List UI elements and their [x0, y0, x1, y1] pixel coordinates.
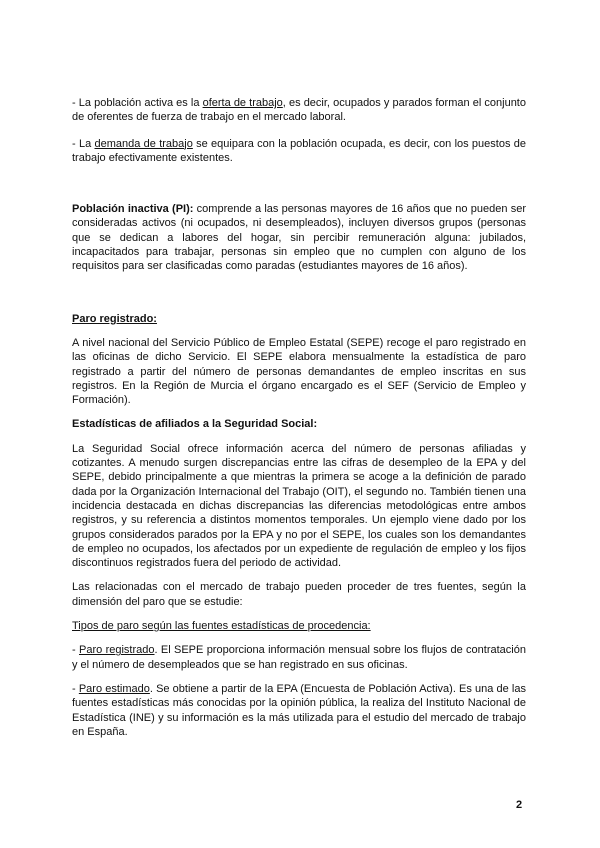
heading-paro-registrado: Paro registrado:	[72, 312, 157, 325]
demanda-de-trabajo-link[interactable]: demanda de trabajo	[94, 137, 193, 150]
list-item-paro-registrado: - Paro registrado. El SEPE proporciona información mensual sobre los flujos de contratación y el número de desempleados que se han registrado en sus oficinas.	[72, 644, 526, 671]
paro-estimado-label: Paro estimado	[78, 682, 150, 695]
list-item-paro-estimado: - Paro estimado. Se obtiene a partir de la EPA (Encuesta de Población Activa). Es una de las fuentes estadísticas más conocidas por la opinión pública, la realiza del Instituto Nacional de Estadística (INE) y su información es la más utilizada para el estudio del mercado de trabajo en España.	[72, 682, 526, 738]
paragraph-poblacion-inactiva: Población inactiva (PI): comprende a las personas mayores de 16 años que no pueden ser consideradas activos (ni ocupados, ni desempleados), incluyen diversos grupos (personas que se dedican a labores del hogar, sin percibir remuneración alguna: jubilados, incapacitados para trabajar, personas sin empleo que no cumplen con alguno de los requisitos para ser clasificadas como paradas (estudiantes mayores de 16 años).	[72, 203, 526, 273]
paragraph-demanda-trabajo: - La demanda de trabajo se equipara con la población ocupada, es decir, con los puestos de trabajo efectivamente existentes.	[72, 137, 526, 164]
paragraph-paro-registrado: A nivel nacional del Servicio Público de Empleo Estatal (SEPE) recoge el paro registrado en las oficinas de dicho Servicio. El SEPE elabora mensualmente la estadística de paro registrado a partir del número de personas demandantes de empleo inscritas en sus registros. En la Región de Murcia el órgano encargado es el SEF (Servicio de Empleo y Formación).	[72, 336, 526, 407]
heading-afiliados-seguridad-social: Estadísticas de afiliados a la Seguridad Social:	[72, 418, 318, 431]
term-poblacion-inactiva: Población inactiva (PI):	[72, 203, 194, 216]
paragraph-seguridad-social: La Seguridad Social ofrece información acerca del número de personas afiliadas y cotizantes. A menudo surgen discrepancias entre las cifras de desempleo de la EPA y del SEPE, debido principalmente a que mientras la primera se acoge a la definición de parado dada por la Organización Internacional del Trabajo (OIT), el segundo no. También tienen una incidencia destacada en dichas discrepancias las diferencias metodológicas entre ambos registros, y su referencia a distintos momentos temporales. Un ejemplo viene dado por los grupos considerados parados por la EPA y no por el SEPE, los cuales son los demandantes de empleo no ocupados, los afectados por un expediente de regulación de empleo y los fijos discontinuos registrados fuera del periodo de actividad.	[72, 442, 526, 570]
paragraph-fuentes: Las relacionadas con el mercado de trabajo pueden proceder de tres fuentes, según la dimensión del paro que se estudie:	[72, 581, 526, 608]
paro-registrado-label: Paro registrado	[79, 644, 155, 657]
heading-tipos-de-paro: Tipos de paro según las fuentes estadísticas de procedencia:	[72, 620, 371, 633]
page-number: 2	[516, 799, 523, 811]
oferta-de-trabajo-link[interactable]: oferta de trabajo	[202, 97, 283, 109]
page-content	[72, 96, 526, 739]
paragraph-poblacion-activa: - La población activa es la oferta de trabajo, es decir, ocupados y parados forman el conjunto de oferentes de fuerza de trabajo en el mercado laboral.	[72, 97, 526, 124]
